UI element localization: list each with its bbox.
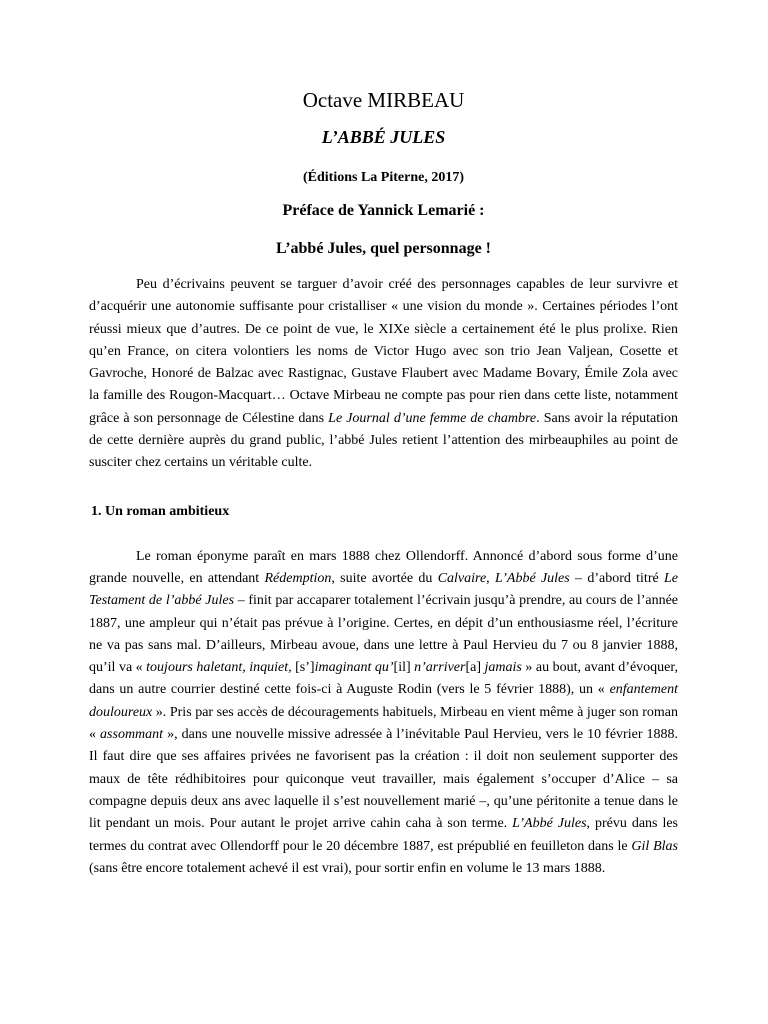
- italic-quote: enfantement douloureux: [89, 682, 678, 720]
- section-heading: 1. Un roman ambitieux: [91, 503, 230, 519]
- text-run: Peu d’écrivains peuvent se targuer d’avoir créé des personnages capables de leur survivre et d’acquérir une autonomie suffisante pour cristalliser « une vision du monde ». Certaines périodes l’ont réussi mieux que d’autres. De ce point de vue, le XIXe siècle a certainement été le plus prolixe. Rien qu’en France, on citera volontiers les noms de Victor Hugo avec son trio Jean Valjean, Cosette et Gavroche, Honoré de Balzac avec Rastignac, Gustave Flaubert avec Madame Bovary, Émile Zola avec la famille des Rougon-Macquart… Octave Mirbeau ne compte pas pour rien dans cette liste, notamment grâce à son personnage de Célestine dans: [89, 277, 678, 426]
- text-run: [a]: [465, 660, 485, 676]
- italic-title: Calvaire: [437, 570, 487, 586]
- document-page: [89, 86, 678, 880]
- edition-info: (Éditions La Piterne, 2017): [303, 170, 464, 185]
- preface-heading: Préface de Yannick Lemarié :: [282, 202, 485, 219]
- text-run: . Sans avoir la réputation de cette dernière auprès du grand public, l’abbé Jules retient l’attention des mirbeauphiles au point de susciter chez certains un véritable culte.: [89, 410, 678, 471]
- text-run: – d’abord titré: [569, 570, 664, 586]
- author-name: Octave MIRBEAU: [302, 88, 465, 112]
- italic-title: Le Testament de l’abbé Jules: [89, 570, 678, 609]
- italic-title: Rédemption: [264, 570, 332, 586]
- paragraph-roman: [89, 546, 678, 880]
- italic-quote: n’arriver: [414, 660, 466, 676]
- book-title: L’ABBÉ JULES: [321, 127, 446, 147]
- italic-title: Gil Blas: [631, 838, 678, 854]
- text-run: [il]: [393, 660, 415, 676]
- italic-title: Le Journal d’une femme de chambre: [328, 410, 537, 426]
- paragraph-intro: [89, 274, 678, 475]
- text-run: [s’]: [291, 660, 315, 676]
- text-run: » au bout, avant d’évoquer, dans un autre courrier destiné cette fois-ci à Auguste Rodin (vers le 5 février 1888), un «: [89, 660, 678, 698]
- italic-quote: toujours haletant, inquiet,: [146, 660, 292, 676]
- text-run: Le roman éponyme paraît en mars 1888 chez Ollendorff. Annoncé d’abord sous forme d’une grande nouvelle, en attendant: [89, 548, 678, 586]
- text-run: – finit par accaparer totalement l’écrivain jusqu’à prendre, au cours de l’année 1887, une ampleur qui n’était pas prévue à l’origine. Certes, en dépit d’un enthousiasme réel, l’écriture ne va pas sans mal. D’ailleurs, Mirbeau avoue, dans une lettre à Paul Hervieu du 7 ou 8 janvier 1888, qu’il va «: [89, 593, 679, 676]
- text-run: », dans une nouvelle missive adressée à l’inévitable Paul Hervieu, vers le 10 février 1888. Il faut dire que ses affaires privées ne favorisent pas la création : il doit non seulement supporter des maux de tête rédhibitoires pour quiconque veut travailler, mais également s’occuper d’Alice – sa compagne depuis deux ans avec laquelle il s’est nouvellement marié –, qu’une péritonite a tenue dans le lit pendant un mois. Pour autant le projet arrive cahin caha à son terme.: [89, 727, 679, 832]
- text-run: , prévu dans les termes du contrat avec Ollendorff pour le 20 décembre 1887, est prépublié en feuilleton dans le: [89, 816, 678, 854]
- preface-subtitle: L’abbé Jules, quel personnage !: [276, 240, 491, 257]
- text-run: (sans être encore totalement achevé il est vrai), pour sortir enfin en volume le 13 mars 1888.: [89, 860, 606, 876]
- italic-title: L’Abbé Jules: [494, 570, 570, 586]
- italic-quote: jamais: [484, 660, 522, 676]
- italic-title: L’Abbé Jules: [512, 816, 587, 832]
- text-run: , suite avortée du: [331, 570, 438, 586]
- italic-quote: imaginant qu’: [314, 660, 394, 676]
- italic-quote: assommant: [100, 727, 164, 743]
- text-run: ,: [486, 570, 495, 586]
- text-run: ». Pris par ses accès de découragements habituels, Mirbeau en vient même à juger son roman «: [89, 704, 678, 743]
